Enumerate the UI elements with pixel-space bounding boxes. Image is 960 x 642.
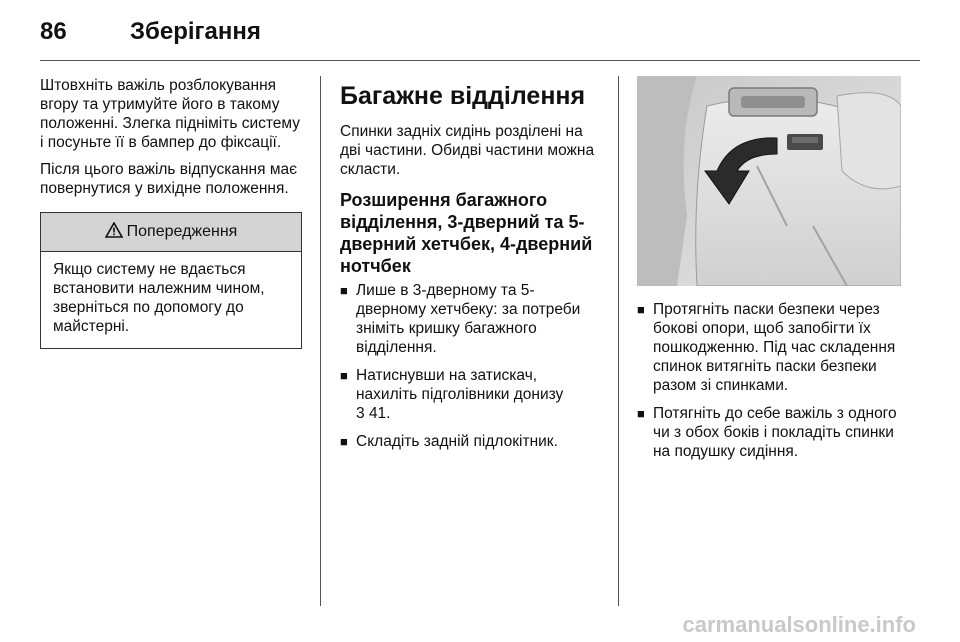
column-divider-2	[618, 76, 619, 606]
seat-latch-illustration	[637, 76, 901, 286]
warning-title: Попередження	[126, 223, 238, 240]
right-column	[637, 76, 905, 470]
page-reference-link[interactable]: 3 41.	[356, 405, 391, 422]
section-title: Зберігання	[130, 18, 261, 45]
paragraph: Штовхніть важіль розблокування вгору та утримуйте його в такому положенні. Злегка підніміть систему і посуньте її в бампер до фіксації.	[40, 77, 300, 151]
watermark: carmanualsonline.info	[682, 612, 916, 637]
bullet-square-icon: ■	[340, 283, 348, 298]
middle-column	[340, 76, 602, 460]
column-divider-1	[320, 76, 321, 606]
list-item: ■ Потягніть до себе важіль з одного чи з обох боків і покладіть спинки на подушку сидіння.	[637, 405, 897, 460]
bullet-square-icon: ■	[637, 406, 645, 421]
page-header	[40, 14, 920, 54]
list-item: ■ Натиснувши на затискач, нахиліть підголівники донизу 3 41.	[340, 367, 564, 422]
warning-box	[40, 212, 302, 349]
bullet-square-icon: ■	[340, 434, 348, 449]
subheading: Розширення багажного відділення, 3-дверний та 5-дверний хетчбек, 4-дверний нотчбек	[340, 190, 593, 276]
list-item: ■ Лише в 3-дверному та 5-дверному хетчбеку: за потреби зніміть кришку багажного відділення.	[340, 282, 581, 356]
warning-header	[41, 213, 301, 252]
list-item: ■ Складіть задній підлокітник.	[340, 433, 558, 450]
warning-text: Якщо систему не вдається встановити належним чином, зверніться по допомогу до майстерні.	[53, 261, 265, 335]
page-number: 86	[40, 18, 67, 45]
bullet-square-icon: ■	[340, 368, 348, 383]
instruction-list	[637, 300, 905, 461]
header-divider	[40, 60, 920, 61]
list-item: ■ Протягніть паски безпеки через бокові опори, щоб запобігти їх пошкодженню. Під час складення спинок витягніть паски безпеки разом зі спинками.	[637, 301, 896, 394]
reference-arrow-icon: 3	[356, 405, 365, 422]
intro-paragraph: Спинки задніх сидінь розділені на дві частини. Обидві частини можна скласти.	[340, 123, 595, 178]
paragraph: Після цього важіль відпускання має повернутися у вихідне положення.	[40, 161, 297, 197]
instruction-list	[340, 281, 602, 451]
bullet-square-icon: ■	[637, 302, 645, 317]
warning-triangle-icon	[105, 222, 123, 243]
main-heading: Багажне відділення	[340, 82, 586, 110]
left-column	[40, 76, 302, 349]
